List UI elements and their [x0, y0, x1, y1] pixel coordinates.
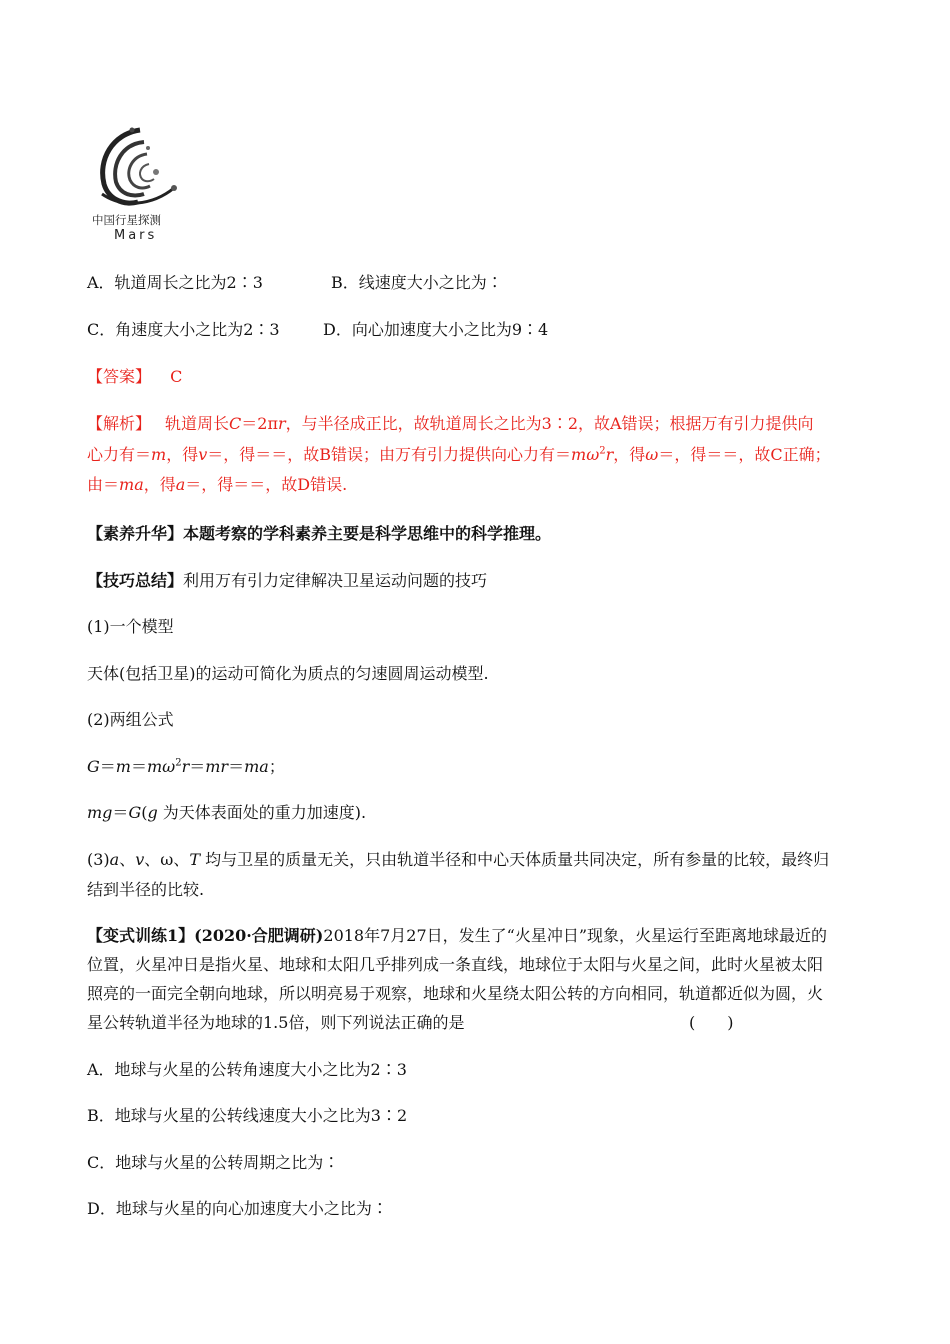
option-row-cd: [87, 320, 549, 340]
var-mr: mr: [205, 757, 229, 776]
analysis-text: ＝，得＝＝，故D错误.: [185, 475, 348, 494]
exercise-line-4: [87, 1013, 734, 1033]
exercise-line-2: 位置，火星冲日是指火星、地球和太阳几乎排列成一条直线，地球位于太阳与火星之间，此时火星被太阳: [87, 955, 824, 974]
option-c: C．角速度大小之比为2∶3: [87, 320, 280, 339]
analysis-line-3: [87, 475, 347, 495]
tips-heading: [87, 571, 487, 591]
tips-label: 【技巧总结】: [87, 571, 184, 590]
var-G: G: [87, 757, 100, 776]
eq: ＝: [112, 803, 129, 822]
eq: ＝: [189, 757, 206, 776]
exercise-label: 【变式训练1】(2020·合肥调研): [87, 926, 324, 945]
analysis-label: 【解析】: [87, 414, 152, 433]
tips-text: 均与卫星的质量无关，只由轨道半径和中心天体质量共同决定，所有参量的比较，最终归: [200, 850, 830, 869]
mars-orbit-icon: [92, 124, 184, 210]
formula-1: [87, 757, 285, 777]
analysis-text: ，得: [613, 445, 646, 464]
var-G: G: [128, 803, 142, 822]
tips-h3-line-1: [87, 850, 829, 870]
var-v: v: [135, 850, 145, 869]
num: (3): [87, 850, 110, 869]
var-m-omega: mω: [571, 445, 600, 464]
tips-h2: (2)两组公式: [87, 710, 174, 729]
literacy-label: 【素养升华】: [87, 524, 184, 543]
analysis-text: 轨道周长: [165, 414, 230, 433]
option-row-ab: [87, 273, 503, 293]
exercise-option-a: A．地球与火星的公转角速度大小之比为2∶3: [87, 1060, 407, 1079]
var-ma: ma: [244, 757, 269, 776]
formula-2: [87, 803, 366, 823]
eq: ＝: [130, 757, 147, 776]
exercise-text: 星公转轨道半径为地球的1.5倍，则下列说法正确的是: [87, 1013, 465, 1032]
tips-title: 利用万有引力定律解决卫星运动问题的技巧: [183, 571, 488, 590]
sep: 、: [119, 850, 136, 869]
answer-bracket: ( ): [689, 1013, 734, 1032]
exercise-text: 2018年7月27日，发生了“火星冲日”现象，火星运行至距离地球最近的: [323, 926, 828, 945]
literacy-text: 本题考察的学科素养主要是科学思维中的科学推理。: [183, 524, 552, 543]
analysis-line-1: [87, 414, 814, 434]
var-r: r: [181, 757, 190, 776]
var-r: r: [277, 414, 286, 433]
tips-p1: 天体(包括卫星)的运动可简化为质点的匀速圆周运动模型.: [87, 664, 489, 683]
analysis-line-2: [87, 445, 831, 465]
var-ma: ma: [119, 475, 144, 494]
analysis-text: 由＝: [87, 475, 120, 494]
eq: ＝: [99, 757, 116, 776]
literacy-line: [87, 524, 551, 544]
analysis-text: ，与半径成正比，故轨道周长之比为3∶2，故A错误；根据万有引力提供向: [285, 414, 814, 433]
var-g: g: [147, 803, 158, 822]
logo-chinese-text: 中国行星探测: [92, 213, 161, 227]
superscript: 2: [175, 757, 182, 769]
option-b: B．线速度大小之比为∶: [331, 273, 503, 292]
var-a: a: [175, 475, 186, 494]
analysis-text: ＝，得＝＝，故C正确；: [658, 445, 831, 464]
var-v: v: [198, 445, 208, 464]
var-omega: ω: [645, 445, 659, 464]
var-mg: mg: [87, 803, 113, 822]
analysis-text: ＝，得＝＝，故B错误；由万有引力提供向心力有＝: [207, 445, 572, 464]
var-T: T: [189, 850, 201, 869]
answer-label: 【答案】: [87, 367, 152, 386]
tips-h1: (1)一个模型: [87, 617, 174, 636]
exercise-option-b: B．地球与火星的公转线速度大小之比为3∶2: [87, 1106, 408, 1125]
eq: ＝: [228, 757, 245, 776]
tips-h3-line-2: 结到半径的比较.: [87, 880, 205, 899]
var-m-omega: mω: [146, 757, 176, 776]
punct: ；: [268, 757, 285, 776]
exercise-line-1: [87, 926, 827, 946]
exercise-line-3: 照亮的一面完全朝向地球，所以明亮易于观察，地球和火星绕太阳公转的方向相同，轨道都近似为圆，火: [87, 984, 824, 1003]
option-d: D．向心加速度大小之比为9∶4: [323, 320, 549, 339]
analysis-text: ＝2π: [241, 414, 278, 433]
exercise-option-c: C．地球与火星的公转周期之比为∶: [87, 1153, 340, 1172]
analysis-text: ，得: [166, 445, 199, 464]
sep: 、ω、: [144, 850, 190, 869]
exercise-option-d: D．地球与火星的向心加速度大小之比为∶: [87, 1199, 388, 1218]
var-m: m: [151, 445, 167, 464]
analysis-text: 心力有＝: [87, 445, 152, 464]
var-a: a: [109, 850, 120, 869]
china-mars-logo: [92, 124, 184, 246]
answer-line: [87, 367, 182, 387]
var-C: C: [229, 414, 242, 433]
logo-mars-text: Mars: [114, 228, 158, 243]
var-r: r: [605, 445, 614, 464]
answer-value: C: [170, 367, 183, 386]
analysis-text: ，得: [143, 475, 176, 494]
superscript: 2: [599, 445, 606, 457]
var-m: m: [115, 757, 131, 776]
option-a: A．轨道周长之比为2∶3: [87, 273, 263, 292]
paren: (: [141, 803, 148, 822]
formula-note: 为天体表面处的重力加速度).: [157, 803, 367, 822]
